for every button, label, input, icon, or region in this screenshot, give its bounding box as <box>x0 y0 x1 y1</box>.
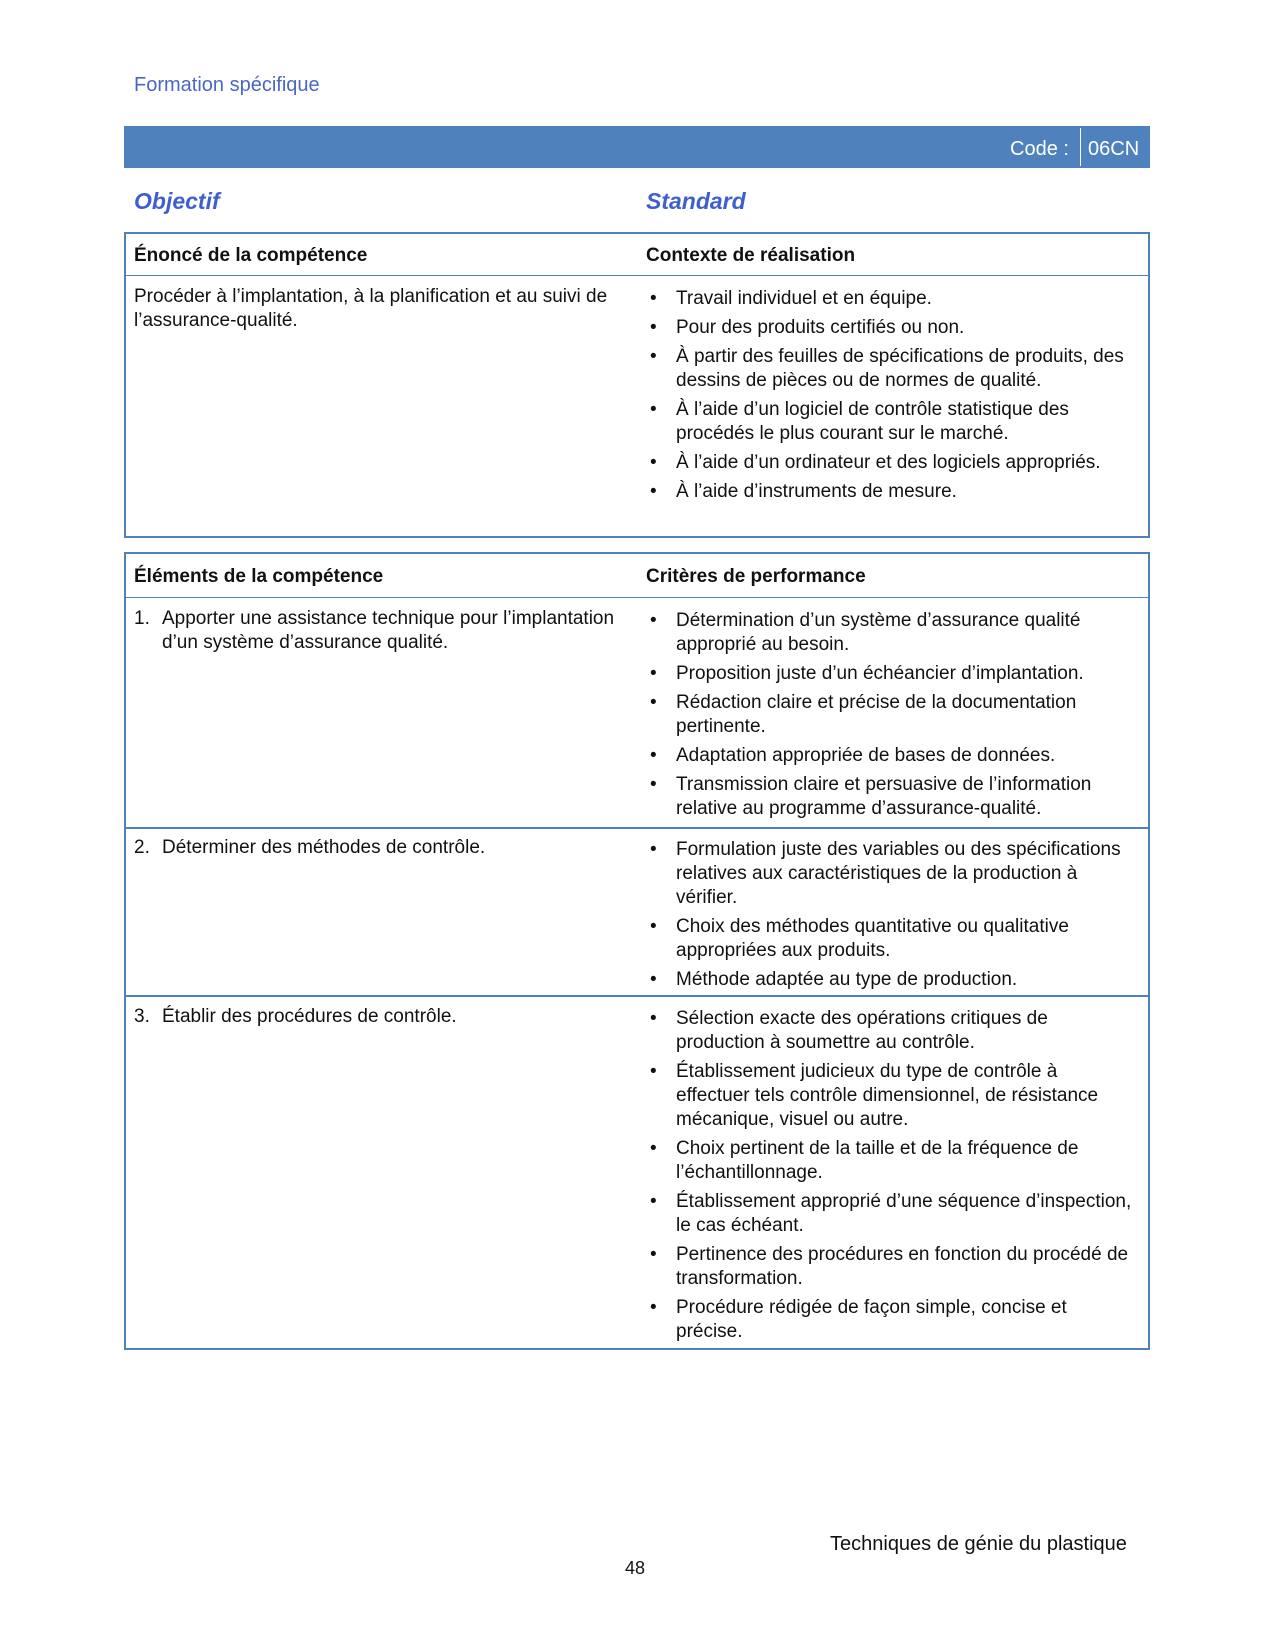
bullet-icon: • <box>650 839 657 860</box>
criterion-item: • Choix pertinent de la taille et de la fréquence de l’échantillonnage. <box>650 1138 1079 1183</box>
criterion-item: • Pertinence des procédures en fonction du procédé de transformation. <box>650 1244 1129 1289</box>
bullet-icon: • <box>650 399 657 420</box>
element-2 <box>134 836 624 860</box>
bullet-icon: • <box>650 969 657 990</box>
standard-heading: Standard <box>646 188 746 214</box>
code-label: Code : <box>1010 138 1069 160</box>
element-1 <box>134 607 624 655</box>
bullet-icon: • <box>650 481 657 502</box>
criterion-item: • Détermination d’un système d’assurance qualité approprié au besoin. <box>650 610 1081 655</box>
enonce-header: Énoncé de la compétence <box>134 245 368 266</box>
contexte-item: • Pour des produits certifiés ou non. <box>650 317 965 338</box>
contexte-item: • Travail individuel et en équipe. <box>650 288 932 309</box>
contexte-item: • À l’aide d’un ordinateur et des logiciels appropriés. <box>650 452 1101 473</box>
top-table-header-divider <box>126 275 1148 276</box>
bullet-icon: • <box>650 1008 657 1029</box>
contexte-list <box>646 287 1136 509</box>
contexte-item: • À l’aide d’un logiciel de contrôle statistique des procédés le plus courant sur le marché. <box>650 399 1069 444</box>
row-divider <box>126 827 1148 829</box>
code-divider <box>1080 128 1081 166</box>
criteria-list-2 <box>646 838 1136 997</box>
element-number: 2. <box>134 837 150 858</box>
bullet-icon: • <box>650 1244 657 1265</box>
objectif-heading: Objectif <box>134 188 220 214</box>
row-divider <box>126 995 1148 997</box>
criterion-item: • Établissement judicieux du type de contrôle à effectuer tels contrôle dimensionnel, de résistance mécanique, visuel ou autre. <box>650 1061 1099 1130</box>
bullet-icon: • <box>650 610 657 631</box>
code-bar <box>124 126 1150 168</box>
criterion-item: • Proposition juste d’un échéancier d’implantation. <box>650 663 1084 684</box>
contexte-item: • À partir des feuilles de spécifications de produits, des dessins de pièces ou de normes de qualité. <box>650 346 1124 391</box>
bullet-icon: • <box>650 346 657 367</box>
element-number: 3. <box>134 1006 150 1027</box>
bullet-icon: • <box>650 1297 657 1318</box>
criterion-item: • Rédaction claire et précise de la documentation pertinente. <box>650 692 1077 737</box>
criteria-list-3 <box>646 1007 1136 1349</box>
elements-header: Éléments de la compétence <box>134 566 384 587</box>
criterion-item: • Transmission claire et persuasive de l’information relative au programme d’assurance-qualité. <box>650 774 1092 819</box>
bullet-icon: • <box>650 452 657 473</box>
element-number: 1. <box>134 608 150 629</box>
criteria-list-1 <box>646 609 1136 826</box>
element-text: Apporter une assistance technique pour l’implantation d’un système d’assurance qualité. <box>162 608 615 653</box>
bullet-icon: • <box>650 1138 657 1159</box>
criterion-item: • Procédure rédigée de façon simple, concise et précise. <box>650 1297 1067 1342</box>
document-header-title: Formation spécifique <box>134 74 320 96</box>
bullet-icon: • <box>650 317 657 338</box>
element-text: Établir des procédures de contrôle. <box>162 1006 457 1027</box>
element-text: Déterminer des méthodes de contrôle. <box>162 837 486 858</box>
contexte-header: Contexte de réalisation <box>646 245 856 266</box>
bullet-icon: • <box>650 1191 657 1212</box>
criteres-header: Critères de performance <box>646 566 866 587</box>
bottom-table-header-divider <box>126 597 1148 598</box>
bullet-icon: • <box>650 288 657 309</box>
bullet-icon: • <box>650 663 657 684</box>
criterion-item: • Sélection exacte des opérations critiques de production à soumettre au contrôle. <box>650 1008 1048 1053</box>
criterion-item: • Formulation juste des variables ou des spécifications relatives aux caractéristiques de la production à vérifier. <box>650 839 1121 908</box>
footer-program-title: Techniques de génie du plastique <box>830 1533 1127 1555</box>
element-3 <box>134 1005 624 1029</box>
bullet-icon: • <box>650 1061 657 1082</box>
criterion-item: • Adaptation appropriée de bases de données. <box>650 745 1056 766</box>
criterion-item: • Choix des méthodes quantitative ou qualitative appropriées aux produits. <box>650 916 1069 961</box>
bullet-icon: • <box>650 916 657 937</box>
criterion-item: • Établissement approprié d’une séquence d’inspection, le cas échéant. <box>650 1191 1132 1236</box>
contexte-item: • À l’aide d’instruments de mesure. <box>650 481 957 502</box>
bullet-icon: • <box>650 745 657 766</box>
bullet-icon: • <box>650 774 657 795</box>
criterion-item: • Méthode adaptée au type de production. <box>650 969 1018 990</box>
code-value: 06CN <box>1088 138 1140 160</box>
page-number: 48 <box>625 1558 646 1578</box>
bullet-icon: • <box>650 692 657 713</box>
enonce-text: Procéder à l’implantation, à la planification et au suivi de l’assurance-qualité. <box>134 286 608 331</box>
